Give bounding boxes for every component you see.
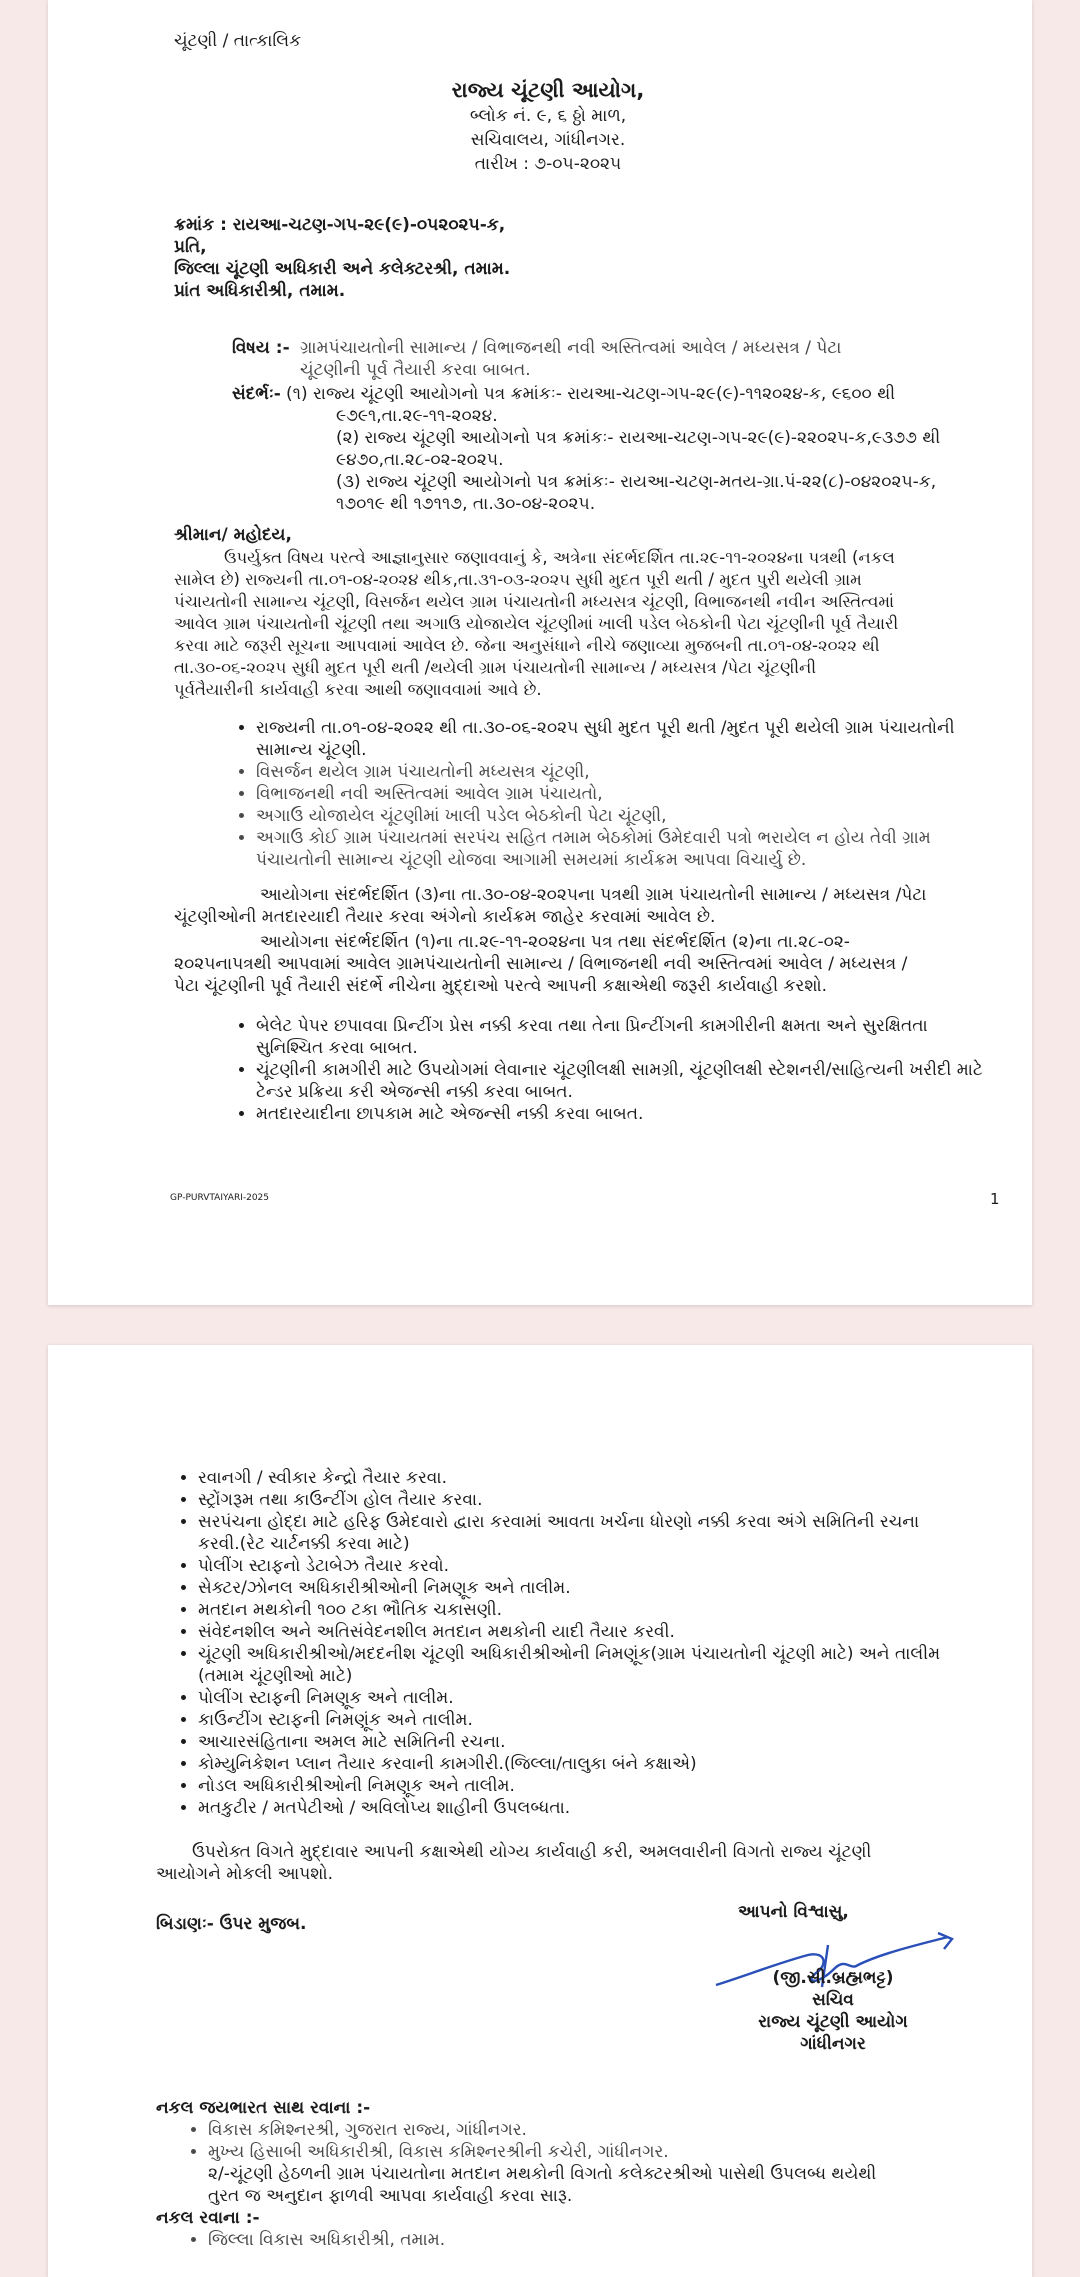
reference-1: (૧) રાજ્ય ચૂંટણી આયોગનો પત્ર ક્રમાંકઃ- રાયઆ-ચટણ-ગપ-૨૯(૯)-૧૧૨૦૨૪-ક, ૯૬૦૦ થી ૯૭૯૧,તા.૨૯-૧૧-૨૦૨૪. <box>286 384 896 426</box>
bullet-list-2 <box>234 1015 986 1125</box>
document-page-1 <box>48 0 1032 1305</box>
list-item: • મુખ્ય હિસાબી અધિકારીશ્રી, વિકાસ કમિશ્નરશ્રીની કચેરી, ગાંધીનગર. <box>208 2141 976 2163</box>
list-item: • મતકુટીર / મતપેટીઓ / અવિલોપ્ય શાહીની ઉપલબ્ધતા. <box>198 1797 956 1819</box>
paragraph-1: ઉપર્યુક્ત વિષય પરત્વે આજ્ઞાનુસાર જણાવવાનું કે, અત્રેના સંદર્ભદર્શિત તા.૨૯-૧૧-૨૦૨૪ના પત્રથી (નકલ સામેલ છે) રાજ્યની તા.૦૧-૦૪-૨૦૨૪ થીક,તા.૩૧-૦૩-૨૦૨૫ સુધી મુદત પૂરી થતી / મુદત પુરી થયેલી ગ્રામ પંચાયતોની સામાન્ય ચૂંટણી, વિસર્જન થયેલ ગ્રામ પંચાયતોની મધ્યસત્ર ચૂંટણી, વિભાજનથી નવીન અસ્તિત્વમાં આવેલ ગ્રામ પંચાયતોની ચૂંટણી તથા અગાઉ યોજાયેલ ચૂંટણીમાં ખાલી પડેલ બેઠકોની પેટા ચૂંટણીની પૂર્વ તૈયારી કરવા માટે જરૂરી સૂચના આપવામાં આવેલ છે. જેના અનુસંધાને નીચે જણાવ્યા મુજબની તા.૦૧-૦૪-૨૦૨૨ થી તા.૩૦-૦૬-૨૦૨૫ સુધી મુદત પૂરી થતી /થયેલી ગ્રામ પંચાયતોની સામાન્ય / મધ્યસત્ર /પેટા ચૂંટણીની પૂર્વતૈયારીની કાર્યવાહી કરવા આથી જણાવવામાં આવે છે. <box>174 548 899 699</box>
yours-faithfully: આપનો વિશ્વાસુ, <box>738 1902 849 1922</box>
list-item: • સેક્ટર/ઝોનલ અધિકારીશ્રીઓની નિમણૂક અને તાલીમ. <box>198 1577 956 1599</box>
list-item: • કાઉન્ટીંગ સ્ટાફની નિમણૂંક અને તાલીમ. <box>198 1709 956 1731</box>
closing-paragraph: ઉપરોક્ત વિગતે મુદ્દાવાર આપની કક્ષાએથી યોગ્ય કાર્યવાહી કરી, અમલવારીની વિગતો રાજ્ય ચૂંટણી આયોગને મોકલી આપશો. <box>156 1842 872 1884</box>
document-page-2 <box>48 1345 1032 2277</box>
page-number: 1 <box>990 1190 1000 1208</box>
bullet-list-3 <box>176 1467 956 1819</box>
list-item: • રાજ્યની તા.૦૧-૦૪-૨૦૨૨ થી તા.૩૦-૦૬-૨૦૨૫ સુધી મુદત પૂરી થતી /મુદત પૂરી થયેલી ગ્રામ પંચાયતોની સામાન્ય ચૂંટણી. <box>256 717 986 761</box>
references-list <box>286 383 966 515</box>
recipient-prant-officer: પ્રાંત અધિકારીશ્રી, તમામ. <box>174 281 346 301</box>
paragraph-2: આયોગના સંદર્ભદર્શિત (૩)ના તા.૩૦-૦૪-૨૦૨૫ના પત્રથી ગ્રામ પંચાયતોની સામાન્ય / મધ્યસત્ર /પેટા ચૂંટણીઓની મતદારયાદી તૈયાર કરવા અંગેનો કાર્યક્રમ જાહેર કરવામાં આવેલ છે. <box>174 885 927 927</box>
copy-heading-2: નકલ રવાના :- <box>156 2208 260 2228</box>
list-item: • વિકાસ કમિશ્નરશ્રી, ગુજરાત રાજ્ય, ગાંધીનગર. <box>208 2119 976 2141</box>
copy-section <box>156 2097 976 2251</box>
list-item: • આચારસંહિતાના અમલ માટે સમિતિની રચના. <box>198 1731 956 1753</box>
subject-label: વિષય :- <box>232 338 290 358</box>
list-item: • સંવેદનશીલ અને અતિસંવેદનશીલ મતદાન મથકોની યાદી તૈયાર કરવી. <box>198 1621 956 1643</box>
list-item: • ચૂંટણીની કામગીરી માટે ઉપયોગમાં લેવાનાર ચૂંટણીલક્ષી સામગ્રી, ચૂંટણીલક્ષી સ્ટેશનરી/સાહિત્યની ખરીદી માટે ટેન્ડર પ્રક્રિયા કરી એજન્સી નક્કી કરવા બાબત. <box>256 1059 986 1103</box>
salutation: શ્રીમાન/ મહોદય, <box>174 525 292 545</box>
footer-code: GP-PURVTAIYARI-2025 <box>170 1193 270 1203</box>
office-address-line2: સચિવાલય, ગાંધીનગર. <box>470 130 626 150</box>
signatory-title: સચિવ <box>812 1990 854 2010</box>
list-item: • કોમ્યુનિકેશન પ્લાન તૈયાર કરવાની કામગીરી.(જિલ્લા/તાલુકા બંને કક્ષાએ) <box>198 1753 956 1775</box>
address-block <box>174 214 934 302</box>
list-item: • બેલેટ પેપર છપાવવા પ્રિન્ટીંગ પ્રેસ નક્કી કરવા તથા તેના પ્રિન્ટીંગની કામગીરીની ક્ષમતા અને સુરક્ષિતતા સુનિશ્ચિત કરવા બાબત. <box>256 1015 986 1059</box>
list-item: • વિભાજનથી નવી અસ્તિત્વમાં આવેલ ગ્રામ પંચાયતો, <box>256 783 986 805</box>
letter-date: તારીખ : ૭-૦૫-૨૦૨૫ <box>474 154 622 174</box>
list-item: • સરપંચના હોદ્દા માટે હરિફ ઉમેદવારો દ્વારા કરવામાં આવતા ખર્ચના ધોરણો નક્કી કરવા અંગે સમિતિની રચના કરવી.(રેટ ચાર્ટનક્કી કરવા માટે) <box>198 1511 956 1555</box>
recipient-collector: જિલ્લા ચૂંટણી અધિકારી અને કલેક્ટરશ્રી, તમામ. <box>174 259 511 279</box>
list-item: • જિલ્લા વિકાસ અધિકારીશ્રી, તમામ. <box>208 2229 976 2251</box>
signatory-block <box>698 1967 968 2055</box>
office-header <box>348 76 748 176</box>
reference-3: (૩) રાજ્ય ચૂંટણી આયોગનો પત્ર ક્રમાંકઃ- રાયઆ-ચટણ-મતય-ગ્રા.પં-૨૨(૮)-૦૪૨૦૨૫-ક, ૧૭૦૧૯ થી ૧૭૧૧૭, તા.૩૦-૦૪-૨૦૨૫. <box>336 472 937 514</box>
list-item: • મતદાન મથકોની ૧૦૦ ટકા ભૌતિક ચકાસણી. <box>198 1599 956 1621</box>
bullet-list-1 <box>234 717 986 871</box>
list-item: • નોડલ અધિકારીશ્રીઓની નિમણૂક અને તાલીમ. <box>198 1775 956 1797</box>
references-label: સંદર્ભઃ- <box>232 384 281 404</box>
list-item: • પોલીંગ સ્ટાફનો ડેટાબેઝ તૈયાર કરવો. <box>198 1555 956 1577</box>
subject-text: ગ્રામપંચાયતોની સામાન્ય / વિભાજનથી નવી અસ્તિત્વમાં આવેલ / મધ્યસત્ર / પેટા ચૂંટણીની પૂર્વ તૈયારી કરવા બાબત. <box>300 338 842 380</box>
list-item: • અગાઉ યોજાયેલ ચૂંટણીમાં ખાલી પડેલ બેઠકોની પેટા ચૂંટણી, <box>256 805 986 827</box>
list-item: • અગાઉ કોઈ ગ્રામ પંચાયતમાં સરપંચ સહિત તમામ બેઠકોમાં ઉમેદવારી પત્રો ભરાયેલ ન હોય તેવી ગ્રામ પંચાયતોની સામાન્ય ચૂંટણી યોજવા આગામી સમયમાં કાર્યક્રમ આપવા વિચાર્યુ છે. <box>256 827 986 871</box>
signatory-office: રાજ્ય ચૂંટણી આયોગ <box>758 2012 908 2032</box>
office-address-line1: બ્લોક નં. ૯, ૬ ઠ્ઠો માળ, <box>469 106 627 126</box>
reference-number: ક્રમાંક : રાયઆ-ચટણ-ગપ-૨૯(૯)-૦૫૨૦૨૫-ક, <box>174 215 506 235</box>
signatory-city: ગાંધીનગર <box>800 2034 866 2054</box>
signatory-name: (જી.સી.બ્રહ્મભટ્ટ) <box>772 1968 894 1988</box>
copy-heading-1: નકલ જયભારત સાથ રવાના :- <box>156 2098 371 2118</box>
list-item: • રવાનગી / સ્વીકાર કેન્દ્રો તૈયાર કરવા. <box>198 1467 956 1489</box>
list-item: • સ્ટ્રોંગરૂમ તથા કાઉન્ટીંગ હોલ તૈયાર કરવા. <box>198 1489 956 1511</box>
list-item: • મતદારયાદીના છાપકામ માટે એજન્સી નક્કી કરવા બાબત. <box>256 1103 986 1125</box>
reference-2: (૨) રાજ્ય ચૂંટણી આયોગનો પત્ર ક્રમાંકઃ- રાયઆ-ચટણ-ગપ-૨૯(૯)-૨૨૦૨૫-ક,૯૩૭૭ થી ૯૪૭૦,તા.૨૮-૦૨-૨૦૨૫. <box>336 428 941 470</box>
office-name: રાજ્ય ચૂંટણી આયોગ, <box>451 78 645 102</box>
to-label: પ્રતિ, <box>174 237 207 257</box>
copy-note: ૨/-ચૂંટણી હેઠળની ગ્રામ પંચાયતોના મતદાન મથકોની વિગતો કલેક્ટરશ્રીઓ પાસેથી ઉપલબ્ધ થયેથી તુરત જ અનુદાન ફાળવી આપવા કાર્યવાહી કરવા સારૂ. <box>208 2164 877 2206</box>
enclosure-note: બિડાણઃ- ઉપર મુજબ. <box>156 1914 307 1934</box>
paragraph-3: આયોગના સંદર્ભદર્શિત (૧)ના તા.૨૯-૧૧-૨૦૨૪ના પત્ર તથા સંદર્ભદર્શિત (૨)ના તા.૨૮-૦૨- ૨૦૨૫નાપત્રથી આપવામાં આવેલ ગ્રામપંચાયતોની સામાન્ય / વિભાજનથી નવી અસ્તિત્વમાં આવેલ / મધ્યસત્ર / પેટા ચૂંટણીની પૂર્વ તૈયારી સંદર્ભે નીચેના મુદ્દાઓ પરત્વે આપની કક્ષાએથી જરૂરી કાર્યવાહી કરશો. <box>174 932 908 996</box>
urgency-tag: ચૂંટણી / તાત્કાલિક <box>174 31 302 51</box>
list-item: • ચૂંટણી અધિકારીશ્રીઓ/મદદનીશ ચૂંટણી અધિકારીશ્રીઓની નિમણૂંક(ગ્રામ પંચાયતોની ચૂંટણી માટે) અને તાલીમ (તમામ ચૂંટણીઓ માટે) <box>198 1643 956 1687</box>
list-item: • વિસર્જન થયેલ ગ્રામ પંચાયતોની મધ્યસત્ર ચૂંટણી, <box>256 761 986 783</box>
list-item: • પોલીંગ સ્ટાફની નિમણૂક અને તાલીમ. <box>198 1687 956 1709</box>
